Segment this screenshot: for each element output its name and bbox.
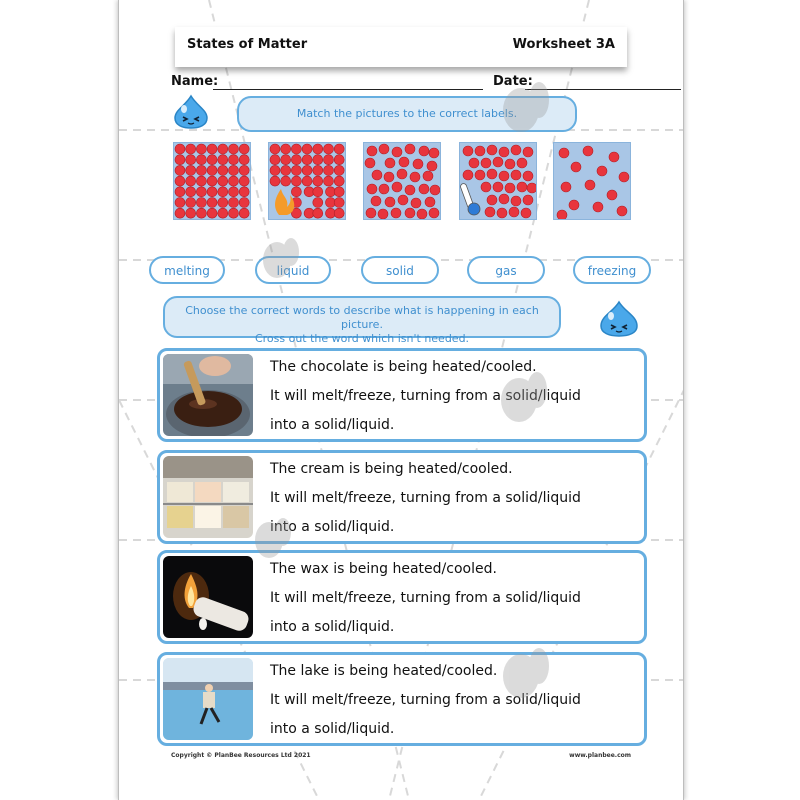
particle [281,155,291,165]
thermometer-icon [460,183,480,215]
particle [475,146,485,156]
particle [175,176,185,186]
row-1-line-1: The chocolate is being heated/cooled. [270,359,537,375]
particle [218,155,228,165]
particle [609,152,619,162]
particle [270,144,280,154]
date-label: Date: [493,74,533,89]
word-chip-liquid[interactable] [255,256,331,284]
particle [334,144,344,154]
particle-panel-3 [363,142,441,220]
particle [509,207,519,217]
particle [617,206,627,216]
row-1-line-3: into a solid/liquid. [270,417,395,433]
particle [229,176,239,186]
particle [523,147,533,157]
particle [239,176,249,186]
row-4-line-1: The lake is being heated/cooled. [270,663,498,679]
particle [585,180,595,190]
particle [405,185,415,195]
particle [334,208,344,218]
sentence-row-4 [157,652,647,746]
particle [597,166,607,176]
particle [430,185,440,195]
particle-panel-1 [173,142,251,220]
particle [398,195,408,205]
particle [281,144,291,154]
particle [425,197,435,207]
row-2-line-1: The cream is being heated/cooled. [270,461,513,477]
particle [196,165,206,175]
particle [429,208,439,218]
particle [196,198,206,208]
particle [239,144,249,154]
particle [218,144,228,154]
particle [207,208,217,218]
particle [481,158,491,168]
particle [485,207,495,217]
melting-particles [269,143,345,219]
particle [239,155,249,165]
particle [372,170,382,180]
particle [411,198,421,208]
sentence-row-2 [157,450,647,544]
row-4-line-3: into a solid/liquid. [270,721,395,737]
particle [196,144,206,154]
name-field[interactable] [213,89,483,90]
copyright-text: Copyright © PlanBee Resources Ltd 2021 [171,752,311,759]
word-chip-solid[interactable] [361,256,439,284]
water-drop-mascot-icon [597,300,641,338]
particle [175,208,185,218]
particle [493,182,503,192]
particle [463,146,473,156]
sentence-row-1 [157,348,647,442]
particle [196,155,206,165]
particle [505,159,515,169]
ice-skater-photo [163,658,253,740]
particle [371,196,381,206]
particle [521,208,531,218]
particle [186,155,196,165]
particle [366,208,376,218]
particle [239,208,249,218]
freezing-particles [460,143,536,219]
particle [429,148,439,158]
particle [313,187,323,197]
particle [229,187,239,197]
word-chip-freezing[interactable] [573,256,651,284]
particle [410,172,420,182]
particle [499,194,509,204]
particle [397,169,407,179]
particle [270,176,280,186]
particle [313,144,323,154]
row-2-line-2: It will melt/freeze, turning from a solid/liquid [270,490,581,506]
particle [313,155,323,165]
website-link[interactable]: www.planbee.com [569,752,631,759]
particle [239,187,249,197]
worksheet-page [118,0,684,800]
particle [281,176,291,186]
water-drop-mascot-icon [171,94,211,130]
particle [487,145,497,155]
particle [523,171,533,181]
gas-particles [554,143,630,219]
particle [175,187,185,197]
particle [281,165,291,175]
particle [175,144,185,154]
particle [569,200,579,210]
word-chip-label: freezing [587,264,637,278]
particle [419,184,429,194]
particle [487,195,497,205]
header-bar [175,27,627,67]
particle [324,165,334,175]
particle [196,187,206,197]
row-3-line-2: It will melt/freeze, turning from a solid/liquid [270,590,581,606]
particle [270,155,280,165]
particle [186,198,196,208]
particle [399,157,409,167]
particle [423,171,433,181]
row-4-line-2: It will melt/freeze, turning from a solid/liquid [270,692,581,708]
particle [523,195,533,205]
particle [313,198,323,208]
particle [379,184,389,194]
word-chip-gas[interactable] [467,256,545,284]
particle [313,165,323,175]
particle [207,144,217,154]
particle [229,155,239,165]
word-chip-label: solid [386,264,414,278]
row-2-line-3: into a solid/liquid. [270,519,395,535]
particle [493,157,503,167]
particle [561,182,571,192]
name-date-row [171,74,631,94]
particle [505,183,515,193]
choose-instruction-line1: Choose the correct words to describe what is happening in each picture. [185,304,539,331]
particle [229,165,239,175]
row-3-line-1: The wax is being heated/cooled. [270,561,497,577]
particle [391,208,401,218]
particle [175,155,185,165]
particle [270,165,280,175]
particle [218,208,228,218]
particle [218,198,228,208]
particle [324,155,334,165]
particle [291,176,301,186]
particle [517,182,527,192]
particle [557,210,567,219]
date-field[interactable] [525,89,681,90]
particle [384,172,394,182]
row-3-line-3: into a solid/liquid. [270,619,395,635]
particle [218,165,228,175]
solid-particles [174,143,250,219]
particle [511,170,521,180]
particle [207,187,217,197]
particle [324,176,334,186]
particle [378,209,388,219]
particle [499,171,509,181]
particle [385,197,395,207]
particle [196,208,206,218]
particle [593,202,603,212]
particle [186,144,196,154]
particle [196,176,206,186]
choose-instruction-line2: Cross out the word which isn't needed. [254,332,470,345]
particle [427,161,437,171]
particle [207,176,217,186]
particle [186,165,196,175]
particle [239,165,249,175]
particle [571,162,581,172]
particle [517,158,527,168]
particle [475,170,485,180]
particle [481,182,491,192]
match-instruction-bubble [237,96,577,132]
particle [392,182,402,192]
particle [334,165,344,175]
particle [405,144,415,154]
particle [207,155,217,165]
particle [497,208,507,218]
worksheet-number: Worksheet 3A [512,37,615,52]
particle [487,169,497,179]
word-chip-label: melting [164,264,210,278]
particle [334,176,344,186]
particle [207,165,217,175]
particle [417,209,427,219]
liquid-particles [364,143,440,219]
particle [367,146,377,156]
match-instruction-text: Match the pictures to the correct labels. [296,107,518,120]
particle [413,159,423,169]
candle-photo [163,556,253,638]
particle [218,187,228,197]
particle [499,147,509,157]
particle [313,208,323,218]
particle-panel-2 [268,142,346,220]
particle [186,187,196,197]
chocolate-photo [163,354,253,436]
particle [511,145,521,155]
particle [334,155,344,165]
particle [559,148,569,158]
particle [527,183,536,193]
word-chip-label: gas [495,264,517,278]
particle [419,146,429,156]
particle [229,208,239,218]
particle [207,198,217,208]
particle [334,187,344,197]
ice-cream-photo [163,456,253,538]
particle [365,158,375,168]
particle [619,172,629,182]
name-label: Name: [171,74,219,89]
particle [175,198,185,208]
particle [186,176,196,186]
particle [583,146,593,156]
row-1-line-2: It will melt/freeze, turning from a solid/liquid [270,388,581,404]
particle [385,158,395,168]
particle [229,144,239,154]
particle [291,144,301,154]
particle [379,144,389,154]
particle [229,198,239,208]
particle [186,208,196,218]
particle [302,176,312,186]
word-chip-label: liquid [276,264,310,278]
particle [218,176,228,186]
particle [313,176,323,186]
particle [291,155,301,165]
particle [302,144,312,154]
particle [324,144,334,154]
particle [291,187,301,197]
particle [392,147,402,157]
particle-panel-4 [459,142,537,220]
particle [463,170,473,180]
particle [367,184,377,194]
sentence-row-3 [157,550,647,644]
particle [239,198,249,208]
word-chip-melting[interactable] [149,256,225,284]
particle [302,155,312,165]
particle [607,190,617,200]
particle [302,165,312,175]
particle [175,165,185,175]
worksheet-title: States of Matter [187,37,308,52]
particle [291,165,301,175]
particle-panel-5 [553,142,631,220]
particle [469,158,479,168]
particle [405,208,415,218]
choose-instruction-bubble [163,296,561,345]
particle [511,196,521,206]
particle [334,198,344,208]
